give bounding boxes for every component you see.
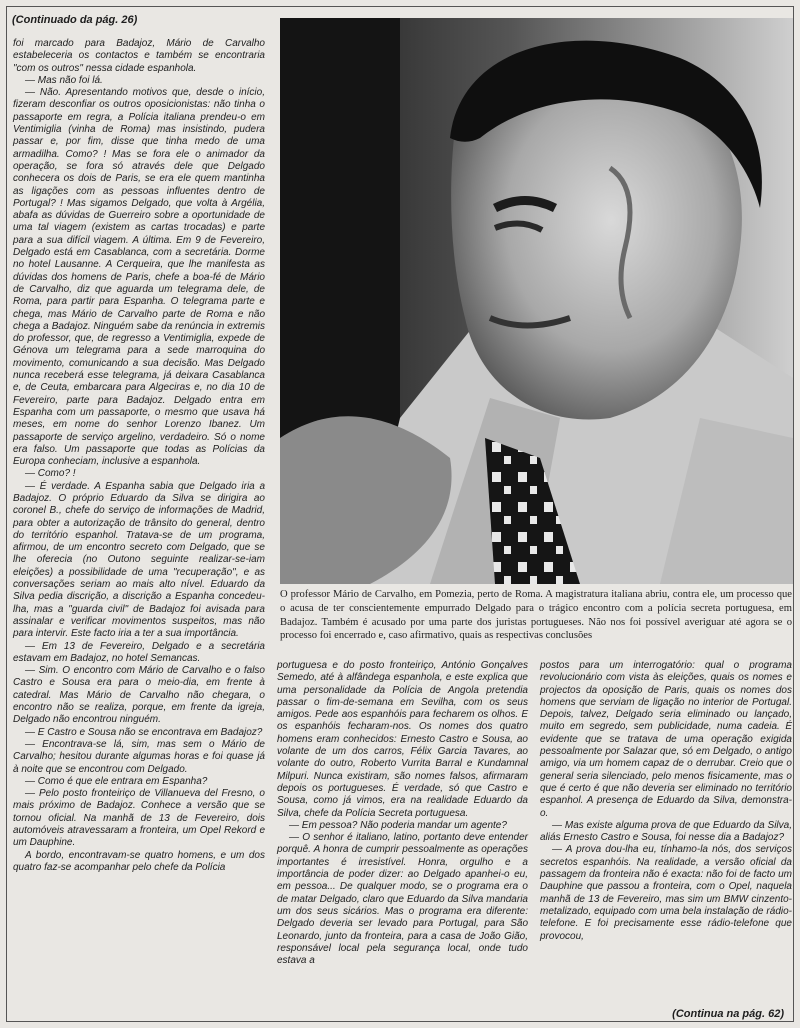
paragraph: — Em pessoa? Não poderia mandar um agente? <box>289 819 507 831</box>
paragraph: A bordo, encontravam-se quatro homens, e um dos quatro faz-se acompanhar pelo chefe da Polícia <box>13 849 265 873</box>
portrait-illustration <box>280 18 793 584</box>
paragraph: — Não. Apresentando motivos que, desde o início, fizeram desconfiar os outros oposicionistas: não tinha o passaporte em regra, a Polícia italiana prendeu-o em Ventimiglia (vinha de Roma) mas insistindo, pudera passar e, por fim, disse que tinha medo de uma armadilha. Como? ! Mas se fora ele o animador da operação, se fora só através dele que Delgado conhecera os dois de Paris, se era ele quem mantinha as ligações com as pessoas influentes dentro de Portugal? ! Mas sigamos Delgado, que volta à Argélia, abafa as dúvidas de Guerreiro sobre a oportunidade de uma tal viagem (existem as cartas trocadas) e parte para a sua difícil viagem. A última. Em 9 de Fevereiro, Delgado está em Casablanca, com a secretária. Dorme no hotel Lausanne. A Cerqueira, que lhe manifesta as dúvidas dos homens de Paris, chefe a boa-fé de Mário de Carvalho, diz que aguarda um telegrama dele, de Roma, para partir para Espanha. O telegrama parte e chega, mas Mário de Carvalho parte de Roma e não chega a Badajoz. Ninguém sabe da renúncia in extremis do professor, que, de regresso a Ventimiglia, expede de Génova um telegrama para a sede marroquina do movimento, comunicando a sua decisão. Mas Delgado nunca receberá esse telegrama, já deixara Casablanca e, de Ceuta, embarcara para Algeciras e, no dia 10 de Fevereiro, parte para Badajoz. Delgado entra em Espanha com um passaporte, o mesmo que usava há meses, em nome do senhor Lorenzo Ibanez. Um passaporte de serviço argelino, verdadeiro. Só o nome era falso. Um passaporte que todas as Polícias da Europa conheciam, inclusive a espanhola. <box>13 87 265 468</box>
paragraph: — Como? ! <box>25 468 76 480</box>
paragraph: — Em 13 de Fevereiro, Delgado e a secretária estavam em Badajoz, no hotel Semancas. <box>13 640 265 664</box>
right-text-column <box>540 660 792 943</box>
paragraph: — Mas existe alguma prova de que Eduardo da Silva, aliás Ernesto Castro e Sousa, foi nesse dia a Badajoz? <box>540 819 792 844</box>
paragraph: portuguesa e do posto fronteiriço, António Gonçalves Semedo, até à alfândega espanhola, e este explica que uma personalidade da Polícia de Angola pretendia passar o fim-de-semana em Sevilha, com os seus amigos. Pede aos espanhóis para fecharem os olhos. E os espanhóis fecharam-nos. Os nomes dos quatro homens eram conhecidos: Ernesto Castro e Sousa, ao volante de um dos carros, Félix Garcia Tavares, ao volante do outro, Roberto Vurrita Barral e Kundamnal Milpuri. Nunca existiram, são nomes falsos, afirmaram depois os portugueses. É verdade, só que Castro e Sousa, como já vimos, era na realidade Eduardo da Silva, chefe da Polícia Secreta portuguesa. <box>277 660 528 819</box>
paragraph: — É verdade. A Espanha sabia que Delgado iria a Badajoz. O próprio Eduardo da Silva se dirigira ao coronel B., chefe do serviço de informações de Madrid, para obter a autorização de trânsito do general, dentro do território espanhol. Tratava-se de um programa, afirmou, de um encontro secreto com Delgado, que se lhe oferecia (no Outono seguinte realizar-se-iam eleições) a possibilidade de uma "recuperação", e as conversações seriam ao mais alto nível. Eduardo da Silva pedia discrição, a discrição a Espanha concedeu-lha, mas a "guarda civil" de Badajoz foi avisada para assinalar e verificar movimentos suspeitos, mas não para intervir. Este facto iria a ter a sua importância. <box>13 480 265 640</box>
continued-to-note: (Continua na pág. 62) <box>672 1008 784 1020</box>
portrait-photo <box>280 18 793 584</box>
paragraph: — Mas não foi lá. <box>25 74 103 86</box>
paragraph: — Encontrava-se lá, sim, mas sem o Mário de Carvalho; hesitou durante algumas horas e foi quase já à noite que se encontrou com Delgado. <box>13 738 265 775</box>
left-text-column <box>13 38 265 874</box>
paragraph: — A prova dou-lha eu, tínhamo-la nós, dos serviços secretos espanhóis. Na realidade, a versão oficial da passagem da fronteira não é exacta: não foi de facto um Dauphine que passou a fronteira, com o Opel, naquela manhã de 13 de Fevereiro, mas sim um BMW cinzento-metalizado, equipado com uma bela instalação de rádio-telefone. E foi precisamente esse rádio-telefone que provocou, <box>540 844 792 942</box>
continued-from-note: (Continuado da pág. 26) <box>12 14 138 26</box>
paragraph: — O senhor é italiano, latino, portanto deve entender porquê. A honra de cumprir pessoalmente as operações importantes é irresistível. Honra, orgulho e a importância de poder dizer: ao Delgado apanhei-o eu, em pessoa... De qualquer modo, se o programa era o de matar Delgado, claro que Eduardo da Silva mandaria um dos seus sicários. Mas o programa era diferente: Delgado deveria ser levado para Portugal, para São Leonardo, junto da fronteira, para a casa de João Gião, responsável local pela segurança local, onde tudo estava a <box>277 832 528 967</box>
paragraph: postos para um interrogatório: qual o programa revolucionário com vista às eleições, quais os nomes e projectos da oposição de Paris, quais os nomes dos homens que serviam de ligação no interior de Portugal. Depois, talvez, Delgado seria eliminado ou lançado, muito em segredo, sem publicidade, numa cadeia. É evidente que se tratava de uma operação exigida pessoalmente por Salazar que, só em Delgado, o antigo amigo, via um homem capaz de o derrubar. Creio que o general seria silenciado, pelo menos fisicamente, mas o que é certo é que não deveria ser eliminado no território espanhol. A presença de Eduardo da Silva, demonstra-o. <box>540 660 792 819</box>
paragraph: — Como é que ele entrara em Espanha? <box>25 775 208 787</box>
paragraph: — Sim. O encontro com Mário de Carvalho e o falso Castro e Sousa era para o meio-dia, em frente à catedral. Mas Mário de Carvalho não chegara, o encontro não se realiza, porque, em frente da igreja, Delgado não encontrou ninguém. <box>13 665 265 726</box>
middle-text-column <box>277 660 528 967</box>
paragraph: — Pelo posto fronteiriço de Villanueva del Fresno, o mais próximo de Badajoz. Conhece a versão que se tornou oficial. Na manhã de 13 de Fevereiro, dois automóveis atravessaram a fronteira, um Opel Rekord e um Dauphine. <box>13 788 265 849</box>
photo-caption: O professor Mário de Carvalho, em Pomezia, perto de Roma. A magistratura italiana abriu, contra ele, um processo que o acusa de ter conscientemente empurrado Delgado para o trágico encontro com a polícia secreta portuguesa, em Badajoz. Também é acusado por uma parte dos juristas portugueses. Não nos foi possível averiguar até agora se o processo foi encerrado e, caso afirmativo, quais as respectivas conclusões <box>280 589 792 642</box>
paragraph: — E Castro e Sousa não se encontrava em Badajoz? <box>25 726 263 738</box>
paragraph: foi marcado para Badajoz, Mário de Carvalho estabeleceria os contactos e também se encontraria "com os outros" nessa cidade espanhola. <box>13 38 265 74</box>
